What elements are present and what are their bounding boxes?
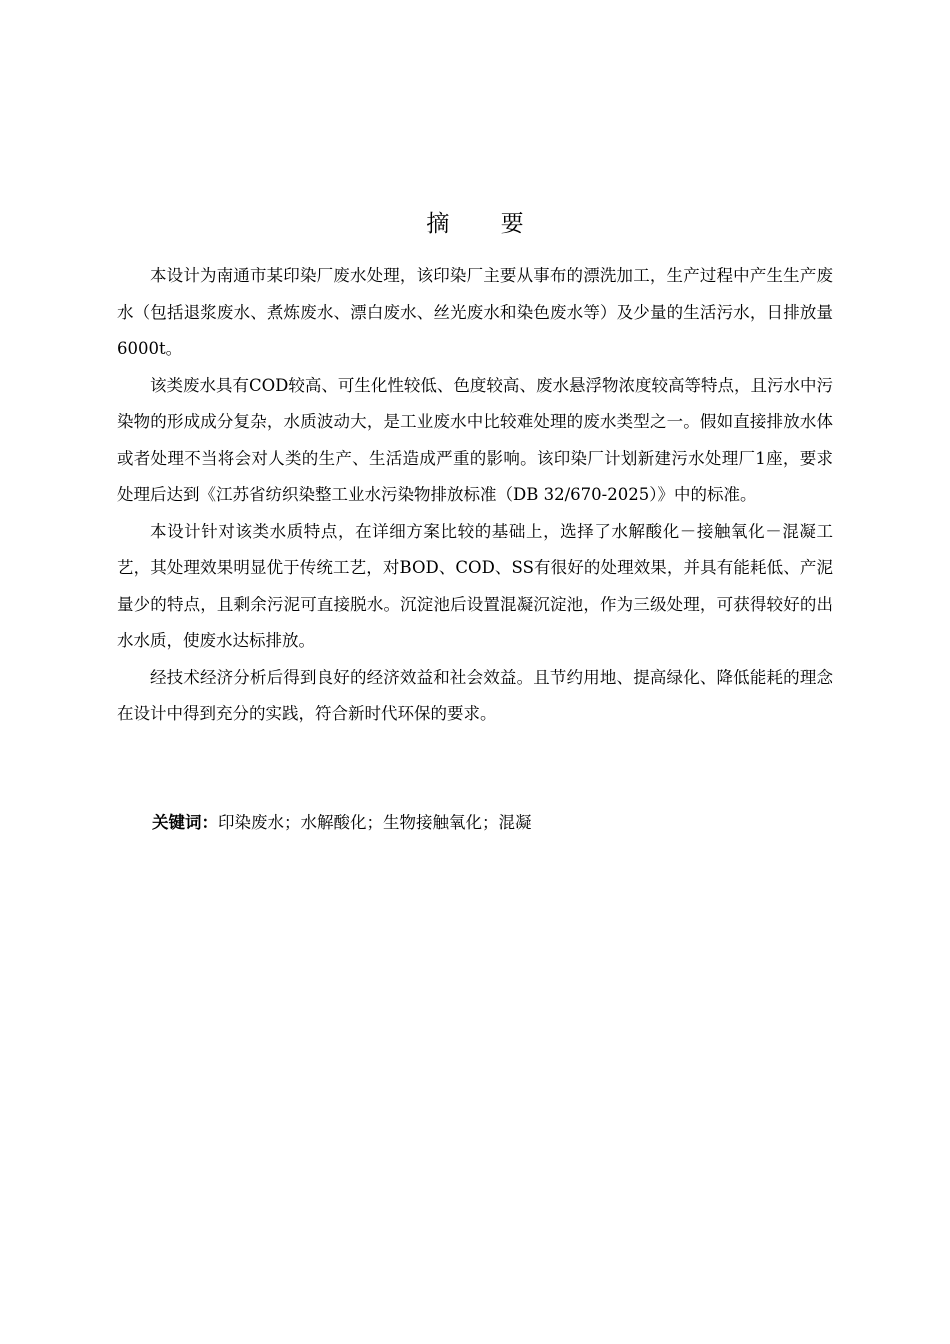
abstract-paragraph-3: 本设计针对该类水质特点，在详细方案比较的基础上，选择了水解酸化－接触氧化－混凝工艺，其处理效果明显优于传统工艺，对BOD、COD、SS有很好的处理效果，并具有能耗低、产泥量少的特点，且剩余污泥可直接脱水。沉淀池后设置混凝沉淀池，作为三级处理，可获得较好的出水水质，使废水达标排放。	[117, 521, 833, 650]
abstract-body	[117, 258, 833, 733]
abstract-paragraph-1: 本设计为南通市某印染厂废水处理，该印染厂主要从事布的漂洗加工，生产过程中产生生产废水（包括退浆废水、煮炼废水、漂白废水、丝光废水和染色废水等）及少量的生活污水，日排放量6000t。	[117, 266, 833, 358]
keywords-text: 印染废水；水解酸化；生物接触氧化；混凝	[218, 813, 532, 832]
keywords-line	[152, 806, 532, 840]
abstract-paragraph-2: 该类废水具有COD较高、可生化性较低、色度较高、废水悬浮物浓度较高等特点，且污水中污染物的形成成分复杂，水质波动大，是工业废水中比较难处理的废水类型之一。假如直接排放水体或者处理不当将会对人类的生产、生活造成严重的影响。该印染厂计划新建污水处理厂1座，要求处理后达到《江苏省纺织染整工业水污染物排放标准（DB 32/670-2025）》中的标准。	[117, 375, 833, 504]
keywords-label: 关键词：	[152, 813, 218, 832]
abstract-paragraph-4: 经技术经济分析后得到良好的经济效益和社会效益。且节约用地、提高绿化、降低能耗的理念在设计中得到充分的实践，符合新时代环保的要求。	[117, 667, 833, 723]
abstract-title: 摘 要	[426, 211, 546, 237]
